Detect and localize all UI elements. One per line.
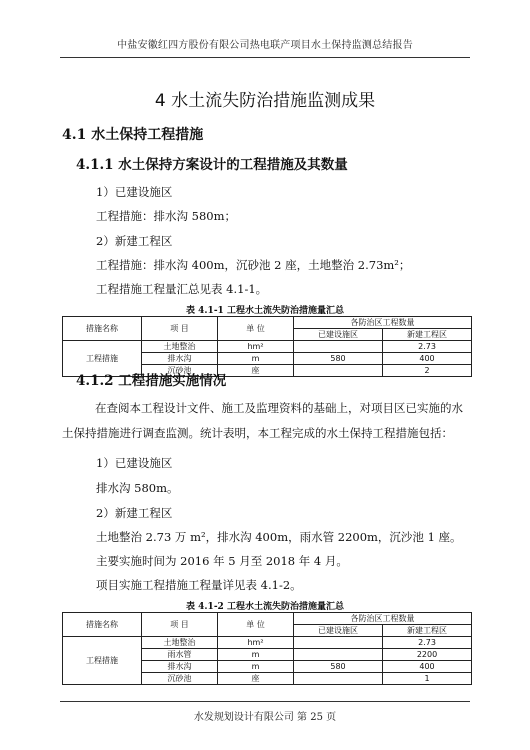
table-cell: 工程措施: [63, 637, 142, 685]
section-heading-4-1: 4.1 水土保持工程措施: [62, 127, 204, 143]
col-header: 项 目: [142, 613, 218, 637]
table-cell: 土地整治: [142, 637, 218, 649]
col-header: 项 目: [142, 317, 218, 341]
table-cell: 排水沟: [142, 661, 218, 673]
text-line: 排水沟 580m。: [96, 481, 179, 495]
table-caption: 表 4.1-1 工程水土流失防治措施量汇总: [186, 306, 344, 316]
table-cell: 2: [383, 365, 472, 377]
table-cell: 土地整治: [142, 341, 218, 353]
text-line: 工程措施工程量汇总见表 4.1-1。: [96, 282, 268, 296]
table-cell: m: [218, 649, 294, 661]
chapter-title: 4 水土流失防治措施监测成果: [154, 91, 376, 111]
table-cell: hm²: [218, 341, 294, 353]
text-line: 项目实施工程措施工程量详见表 4.1-2。: [96, 578, 302, 592]
table-cell: 工程措施: [63, 341, 142, 377]
table-cell: 排水沟: [142, 353, 218, 365]
page-footer: 水发规划设计有限公司 第 25 页: [60, 701, 470, 723]
table-cell: 座: [218, 673, 294, 685]
text-line: 工程措施：排水沟 580m；: [96, 209, 237, 223]
col-header: 措施名称: [63, 613, 142, 637]
table-cell: 沉砂池: [142, 365, 218, 377]
col-header: 各防治区工程数量: [294, 613, 472, 625]
text-line: 主要实施时间为 2016 年 5 月至 2018 年 4 月。: [96, 554, 348, 568]
table-cell: 580: [294, 661, 383, 673]
col-header: 已建设施区: [294, 329, 383, 341]
measures-table-2: [62, 612, 472, 685]
col-header: 措施名称: [63, 317, 142, 341]
table-caption: 表 4.1-2 工程水土流失防治措施量汇总: [186, 602, 344, 612]
col-header: 单 位: [218, 613, 294, 637]
table-cell: m: [218, 661, 294, 673]
col-header: 已建设施区: [294, 625, 383, 637]
table-cell: m: [218, 353, 294, 365]
table-cell: [294, 365, 383, 377]
col-header: 新建工程区: [383, 625, 472, 637]
table-cell: [294, 673, 383, 685]
measures-table-1: [62, 316, 472, 377]
section-heading-4-1-2: 4.1.2 工程措施实施情况: [76, 373, 227, 389]
table-cell: 座: [218, 365, 294, 377]
table-cell: 雨水管: [142, 649, 218, 661]
table-cell: hm²: [218, 637, 294, 649]
page-header: 中盐安徽红四方股份有限公司热电联产项目水土保持监测总结报告: [60, 36, 470, 58]
paragraph: 在查阅本工程设计文件、施工及监理资料的基础上，对项目区已实施的水土保持措施进行调查监测。统计表明，本工程完成的水土保持工程措施包括：: [62, 401, 463, 440]
table-cell: 2200: [383, 649, 472, 661]
text-line: 土地整治 2.73 万 m²，排水沟 400m，雨水管 2200m，沉沙池 1 座。: [96, 530, 462, 544]
table-cell: [294, 341, 383, 353]
table-cell: 2.73: [383, 637, 472, 649]
table-cell: [294, 649, 383, 661]
text-line: 1）已建设施区: [96, 456, 173, 470]
text-line: 2）新建工程区: [96, 234, 173, 248]
text-line: 1）已建设施区: [96, 185, 173, 199]
table-cell: 1: [383, 673, 472, 685]
col-header: 新建工程区: [383, 329, 472, 341]
text-line: 工程措施：排水沟 400m，沉砂池 2 座，土地整治 2.73m²；: [96, 258, 411, 272]
table-cell: 580: [294, 353, 383, 365]
table-cell: 沉砂池: [142, 673, 218, 685]
table-cell: 2.73: [383, 341, 472, 353]
table-cell: 400: [383, 661, 472, 673]
section-heading-4-1-1: 4.1.1 水土保持方案设计的工程措施及其数量: [76, 157, 348, 173]
text-line: 2）新建工程区: [96, 506, 173, 520]
table-cell: 400: [383, 353, 472, 365]
table-cell: [294, 637, 383, 649]
col-header: 单 位: [218, 317, 294, 341]
col-header: 各防治区工程数量: [294, 317, 472, 329]
